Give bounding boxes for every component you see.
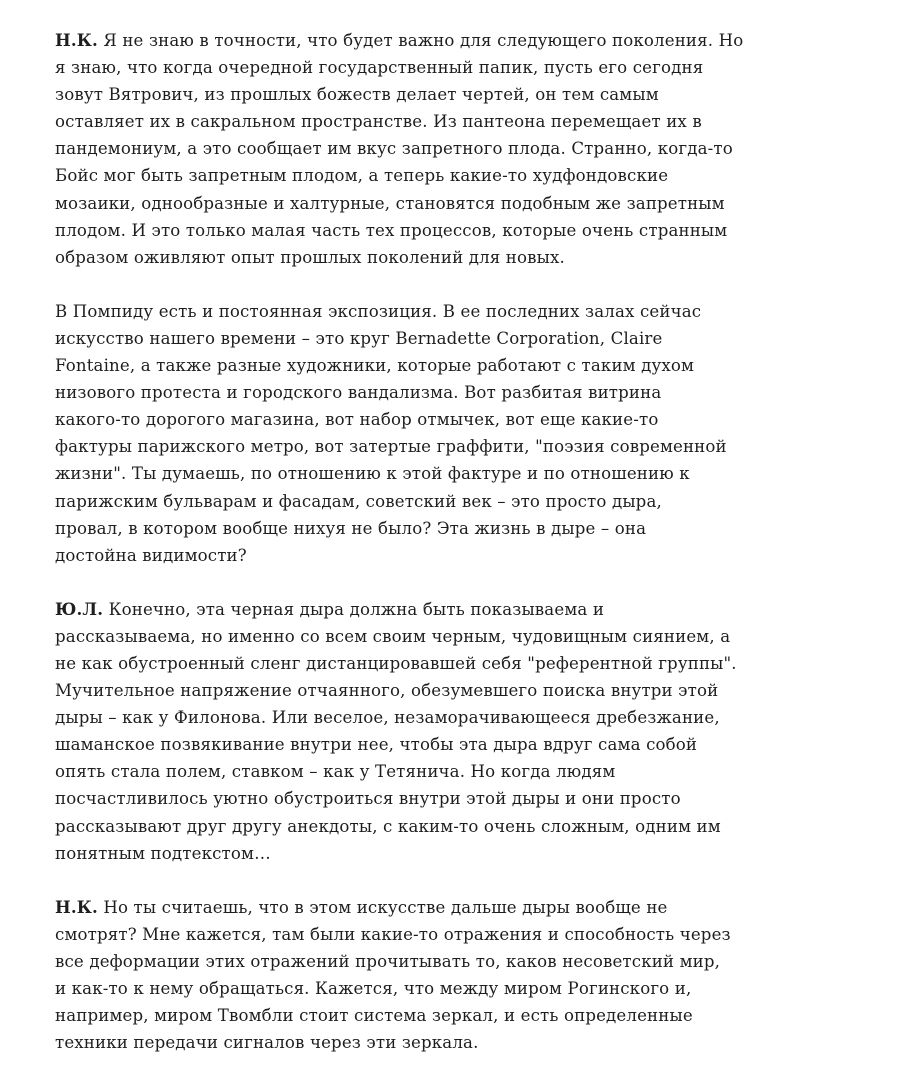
text-line: мозаики, однообразные и халтурные, становятся подобным же запретным <box>55 193 725 213</box>
text-line: парижским бульварам и фасадам, советский век – это просто дыра, <box>55 491 662 511</box>
text-line: и как-то к нему обращаться. Кажется, что между миром Рогинского и, <box>55 979 692 998</box>
text-line: низового протеста и городского вандализма. Вот разбитая витрина <box>55 383 662 403</box>
text-line: все деформации этих отражений прочитывать то, каков несоветский мир, <box>55 951 721 971</box>
paragraph-yl <box>55 596 835 867</box>
text-line: опять стала полем, ставком – как у Тетянича. Но когда людям <box>55 762 616 782</box>
text-line: рассказываема, но именно со всем своим черным, чудовищным сиянием, а <box>55 626 731 646</box>
speaker-label: Н.К. <box>55 896 98 917</box>
text-line <box>55 27 835 54</box>
text-line: рассказывают друг другу анекдоты, с каким-то очень сложным, одним им <box>55 816 721 836</box>
text-line: искусство нашего времени – это круг Bernadette Corporation, Claire <box>55 328 663 348</box>
text-line: жизни". Ты думаешь, по отношению к этой фактуре и по отношению к <box>55 464 690 484</box>
text-line: дыры – как у Филонова. Или веселое, незаморачивающееся дребезжание, <box>55 708 720 728</box>
text-line: пандемониум, а это сообщает им вкус запретного плода. Странно, когда-то <box>55 139 733 159</box>
text-line: провал, в котором вообще нихуя не было? Эта жизнь в дыре – она <box>55 518 647 538</box>
line-text: Я не знаю в точности, что будет важно для следующего поколения. Но <box>97 31 744 50</box>
text-line: не как обустроенный сленг дистанцировавшей себя "референтной группы". <box>55 653 737 673</box>
speaker-label: Н.К. <box>55 30 98 50</box>
text-line: образом оживляют опыт прошлых поколений для новых. <box>55 247 565 267</box>
text-line: понятным подтекстом… <box>55 843 271 863</box>
paragraph-question <box>55 298 835 569</box>
text-line: Fontaine, а также разные художники, которые работают с таким духом <box>55 356 695 376</box>
text-line <box>55 596 835 623</box>
text-line: техники передачи сигналов через эти зеркала. <box>55 1033 479 1053</box>
text-line: фактуры парижского метро, вот затертые граффити, "поэзия современной <box>55 437 727 457</box>
speaker-label: Ю.Л. <box>55 598 104 619</box>
text-line: плодом. И это только малая часть тех процессов, которые очень странным <box>55 220 728 240</box>
text-line: например, миром Твомбли стоит система зеркал, и есть определенные <box>55 1006 693 1026</box>
line-text: Конечно, эта черная дыра должна быть показываема и <box>103 599 605 619</box>
text-line: достойна видимости? <box>55 545 247 565</box>
text-line: оставляет их в сакральном пространстве. Из пантеона перемещает их в <box>55 112 702 132</box>
text-line: какого-то дорогого магазина, вот набор отмычек, вот еще какие-то <box>55 410 659 430</box>
text-line: зовут Вятрович, из прошлых божеств делает чертей, он тем самым <box>55 85 659 105</box>
text-line: Бойс мог быть запретным плодом, а теперь какие-то худфондовские <box>55 166 669 186</box>
paragraph-nk-2 <box>55 894 835 1057</box>
text-line: В Помпиду есть и постоянная экспозиция. В ее последних залах сейчас <box>55 301 702 321</box>
text-line: Мучительное напряжение отчаянного, обезумевшего поиска внутри этой <box>55 681 719 701</box>
line-text: Но ты считаешь, что в этом искусстве дальше дыры вообще не <box>97 897 668 917</box>
paragraph-nk-1 <box>55 27 835 271</box>
article-body <box>55 27 835 1083</box>
text-line: шаманское позвякивание внутри нее, чтобы эта дыра вдруг сама собой <box>55 735 698 755</box>
text-line: смотрят? Мне кажется, там были какие-то отражения и способность через <box>55 924 731 944</box>
text-line: я знаю, что когда очередной государственный папик, пусть его сегодня <box>55 58 704 78</box>
text-line <box>55 894 835 921</box>
text-line: посчастливилось уютно обустроиться внутри этой дыры и они просто <box>55 789 681 809</box>
